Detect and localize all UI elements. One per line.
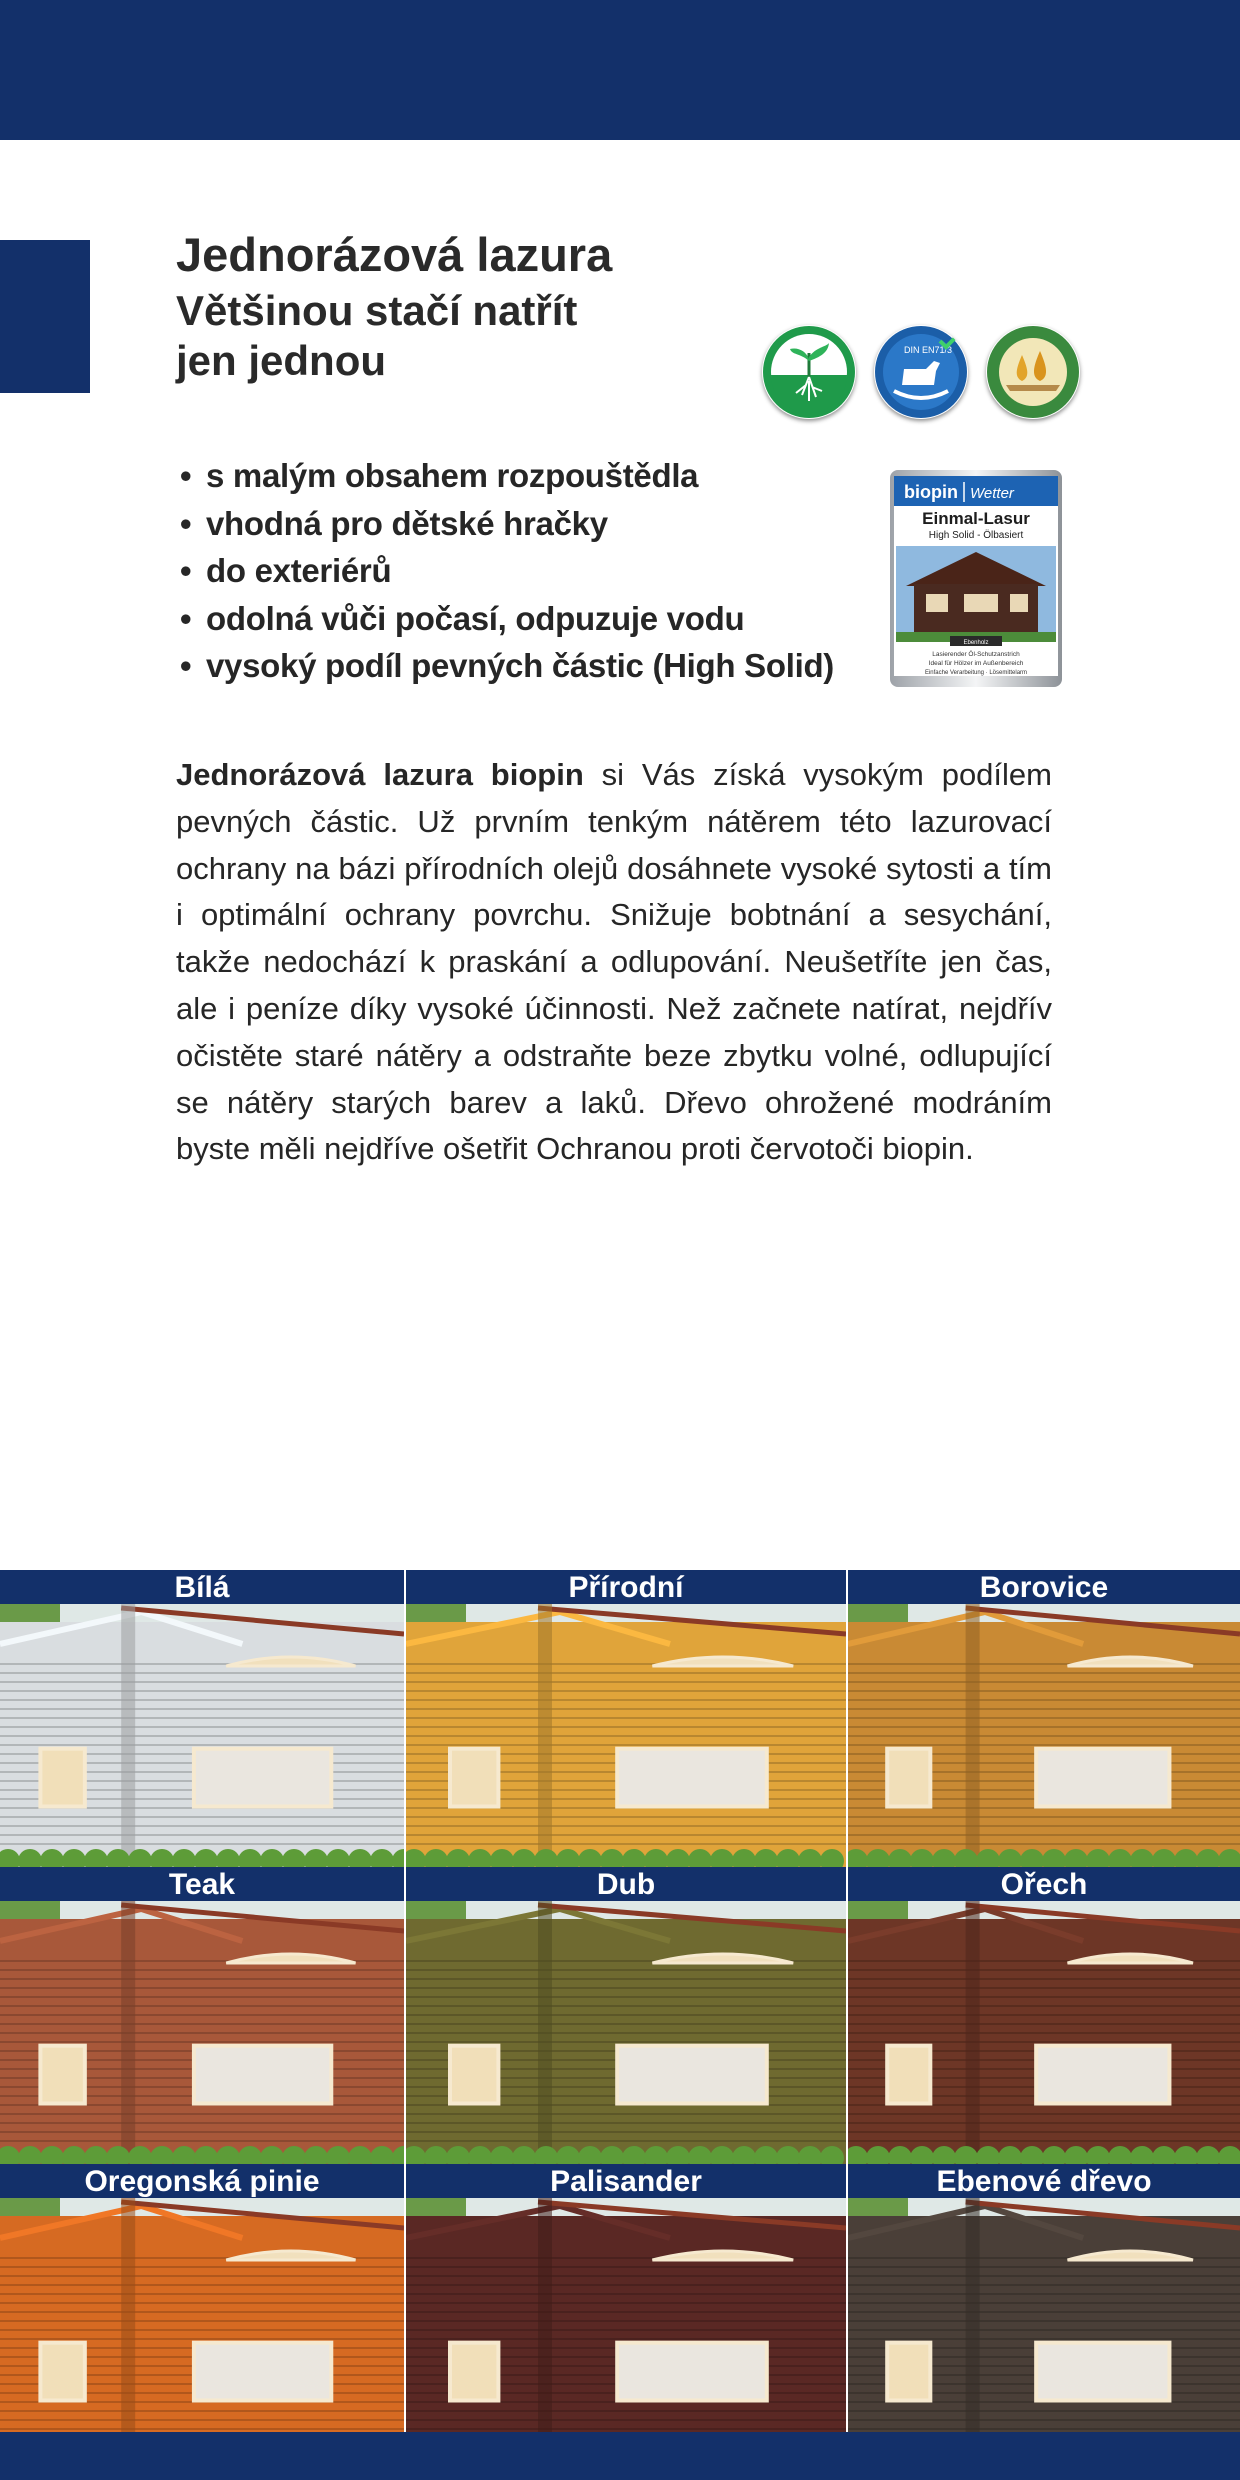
house-photo (848, 2198, 1240, 2461)
bottom-banner (0, 2432, 1240, 2480)
plant-root-icon (762, 325, 856, 419)
swatch-label: Borovice (848, 1570, 1240, 1604)
color-swatch (406, 1867, 846, 2164)
page-title: Jednorázová lazura (176, 228, 613, 281)
list-item: • vhodná pro dětské hračky (180, 504, 608, 542)
subtitle-line-2: jen jednou (176, 337, 386, 385)
house-photo (406, 2198, 846, 2461)
top-banner (0, 0, 1240, 140)
svg-text:Wetter: Wetter (970, 485, 1014, 502)
svg-text:Einfache Verarbeitung · Lösemi: Einfache Verarbeitung · Lösemittelarm (924, 670, 1028, 676)
list-item: • vysoký podíl pevných částic (High Solid) (180, 647, 834, 684)
svg-text:Ideal für Hölzer im Außenberei: Ideal für Hölzer im Außenbereich (928, 660, 1024, 667)
color-swatch (406, 2164, 846, 2461)
color-swatch (0, 1867, 404, 2164)
house-photo (848, 1901, 1240, 2164)
description-lead: Jednorázová lazura biopin (176, 757, 584, 792)
subtitle-line-1: Většinou stačí natřít (176, 287, 578, 335)
product-description (176, 752, 1052, 1173)
title-block (176, 228, 736, 387)
color-swatch (0, 1570, 404, 1867)
svg-text:Lasierender Öl-Schutzanstrich: Lasierender Öl-Schutzanstrich (932, 651, 1020, 658)
color-swatch (848, 2164, 1240, 2461)
description-text: si Vás získá vysokým podílem pevných částic. Už prvním tenkým nátěrem této lazurovací ochrany na bázi přírodních olejů dosáhnete vysoké sytosti a tím i optimální ochrany povrchu. Snižuje bobtnání a sesychání, takže nedochází k praskání a odlupování. Neušetříte jen čas, ale i peníze díky vysoké účinnosti. Než začnete natírat, nejdřív očistěte staré nátěry a odstraňte beze zbytku volné, odlupující se nátěry starých barev a laků. Dřevo ohrožené modráním byste měli nejdříve ošetřit Ochranou proti červotoči biopin. (176, 757, 1052, 1167)
rocking-horse-icon (874, 325, 968, 419)
oil-drops-icon (986, 325, 1080, 419)
product-can-image (886, 466, 1066, 691)
swatch-label: Bílá (0, 1570, 404, 1604)
house-photo (848, 1604, 1240, 1867)
swatch-label: Ořech (848, 1867, 1240, 1901)
svg-text:Einmal-Lasur: Einmal-Lasur (922, 509, 1030, 528)
swatch-label: Přírodní (406, 1570, 846, 1604)
color-swatch-grid (0, 1570, 1240, 2432)
list-item: • odolná vůči počasí, odpuzuje vodu (180, 599, 745, 637)
house-photo (0, 2198, 404, 2461)
house-photo (0, 1901, 404, 2164)
color-swatch (848, 1570, 1240, 1867)
house-photo (0, 1604, 404, 1867)
swatch-label: Ebenové dřevo (848, 2164, 1240, 2198)
house-photo (406, 1604, 846, 1867)
swatch-label: Teak (0, 1867, 404, 1901)
page-subtitle (176, 286, 736, 387)
color-swatch (0, 2164, 404, 2461)
house-photo (406, 1901, 846, 2164)
color-swatch (848, 1867, 1240, 2164)
color-swatch (406, 1570, 846, 1867)
list-item: • s malým obsahem rozpouštědla (180, 457, 699, 494)
swatch-label: Palisander (406, 2164, 846, 2198)
svg-text:High Solid - Ölbasiert: High Solid - Ölbasiert (928, 530, 1024, 541)
svg-text:Ebenholz: Ebenholz (963, 640, 989, 646)
swatch-label: Oregonská pinie (0, 2164, 404, 2198)
list-item: • do exteriérů (180, 552, 392, 589)
side-accent-tab (0, 240, 90, 393)
svg-text:DIN EN71/3: DIN EN71/3 (904, 345, 953, 355)
svg-text:biopin: biopin (904, 482, 958, 502)
swatch-label: Dub (406, 1867, 846, 1901)
feature-list (180, 452, 860, 690)
certification-badges (762, 325, 1092, 425)
